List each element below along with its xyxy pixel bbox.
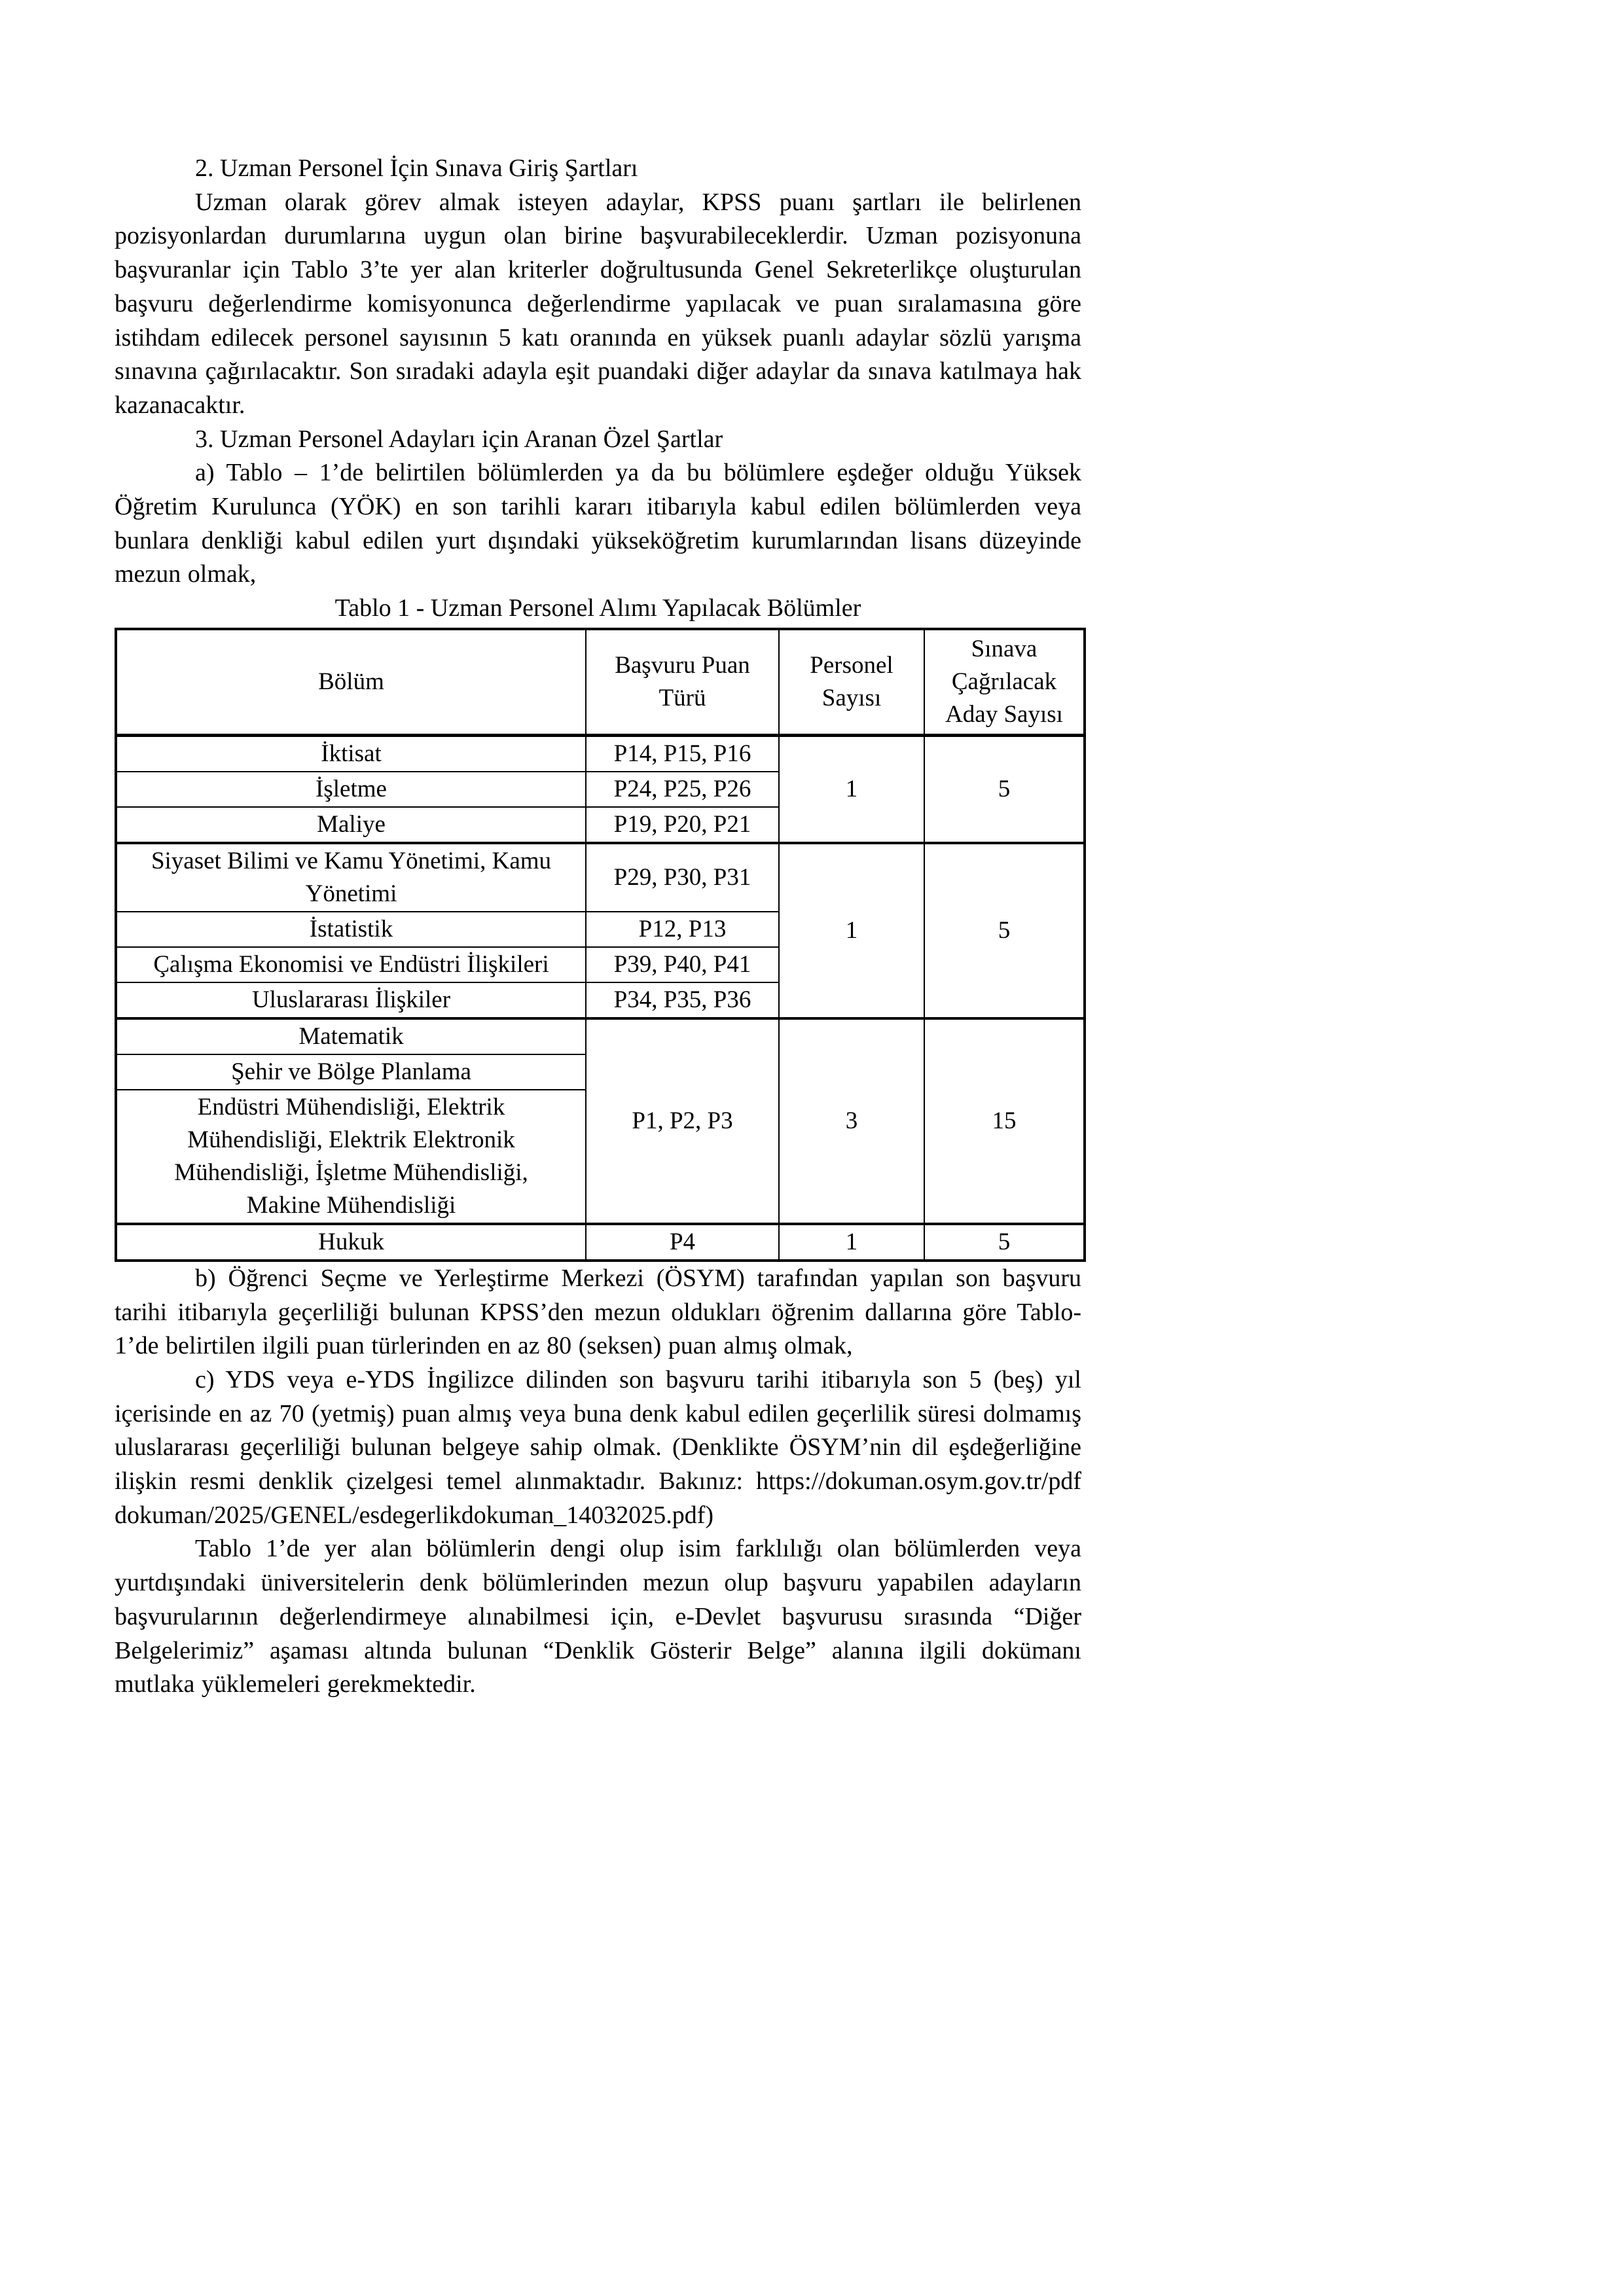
cell-puan-merged: P1, P2, P3 [586, 1018, 779, 1224]
cell-puan: P12, P13 [586, 912, 779, 947]
column-header-personel: Personel Sayısı [779, 629, 924, 736]
section-2-paragraph: Uzman olarak görev almak isteyen adaylar, KPSS puanı şartları ile belirlenen pozisyonlardan durumlarına uygun olan birine başvurabileceklerdir. Uzman pozisyonuna başvuranlar için Tablo 3’te yer alan kriterler doğrultusunda Genel Sekreterlikçe oluşturulan başvuru değerlendirme komisyonunca değerlendirme yapılacak ve puan sıralamasına göre istihdam edilecek personel sayısının 5 katı oranında en yüksek puanlı adaylar sözlü yarışma sınavına çağırılacaktır. Son sıradaki adayla eşit puandaki diğer adaylar da sınava katılmaya hak kazanacaktır. [115, 188, 1081, 419]
column-header-bolum: Bölüm [116, 629, 586, 736]
cell-personel: 1 [779, 1224, 924, 1261]
cell-puan: P14, P15, P16 [586, 735, 779, 772]
section-3-closing-paragraph: Tablo 1’de yer alan bölümlerin dengi olup isim farklılığı olan bölümlerden veya yurtdışındaki üniversitelerin denk bölümlerinden mezun olup başvuru yapabilen adayların başvurularının değerlendirmeye alınabilmesi için, e-Devlet başvurusu sırasında “Diğer Belgelerimiz” aşaması altında bulunan “Denklik Gösterir Belge” alanına ilgili dokümanı mutlaka yüklemeleri gerekmektedir. [115, 1535, 1081, 1698]
cell-bolum: Şehir ve Bölge Planlama [116, 1054, 586, 1090]
cell-bolum: Maliye [116, 807, 586, 843]
cell-bolum: Endüstri Mühendisliği, Elektrik Mühendisliği, Elektrik Elektronik Mühendisliği, İşletme Mühendisliği, Makine Mühendisliği [116, 1090, 586, 1224]
cell-bolum: İstatistik [116, 912, 586, 947]
section-3-heading: 3. Uzman Personel Adayları için Aranan Özel Şartlar [195, 425, 723, 453]
cell-bolum: Hukuk [116, 1224, 586, 1261]
cell-aday-merged: 5 [924, 843, 1085, 1018]
cell-bolum: Uluslararası İlişkiler [116, 982, 586, 1018]
document-content [115, 152, 1081, 1702]
cell-puan: P29, P30, P31 [586, 843, 779, 912]
cell-puan: P39, P40, P41 [586, 947, 779, 982]
cell-puan: P4 [586, 1224, 779, 1261]
table-1-uzman-personel-bolumler [115, 628, 1086, 1262]
column-header-puan: Başvuru Puan Türü [586, 629, 779, 736]
column-header-aday: Sınava Çağrılacak Aday Sayısı [924, 629, 1085, 736]
section-3-item-a: a) Tablo – 1’de belirtilen bölümlerden ya da bu bölümlere eşdeğer olduğu Yüksek Öğretim Kurulunca (YÖK) en son tarihli kararı itibarıyla kabul edilen bölümlerden veya bunlara denkliği kabul edilen yurt dışındaki yükseköğretim kurumlarından lisans düzeyinde mezun olmak, [115, 459, 1081, 588]
cell-bolum: İktisat [116, 735, 586, 772]
cell-personel-merged: 1 [779, 843, 924, 1018]
table-row-iktisat [116, 735, 1085, 772]
section-3-item-c: c) YDS veya e-YDS İngilizce dilinden son başvuru tarihi itibarıyla son 5 (beş) yıl içerisinde en az 70 (yetmiş) puan almış veya buna denk kabul edilen geçerlilik süresi dolmamış uluslararası geçerliliği bulunan belgeye sahip olmak. (Denklikte ÖSYM’nin dil eşdeğerliğine ilişkin resmi denklik çizelgesi temel alınmaktadır. Bakınız: https://dokuman.osym.gov.tr/pdf dokuman/2025/GENEL/esdegerlikdokuman_14032025.pdf) [115, 1365, 1081, 1529]
cell-bolum: Çalışma Ekonomisi ve Endüstri İlişkileri [116, 947, 586, 982]
cell-bolum: Matematik [116, 1018, 586, 1054]
section-2-heading: 2. Uzman Personel İçin Sınava Giriş Şartları [195, 154, 638, 182]
cell-bolum: Siyaset Bilimi ve Kamu Yönetimi, Kamu Yönetimi [116, 843, 586, 912]
cell-puan: P24, P25, P26 [586, 772, 779, 807]
table-row-matematik [116, 1018, 1085, 1054]
cell-aday: 5 [924, 1224, 1085, 1261]
cell-aday-merged: 15 [924, 1018, 1085, 1224]
cell-puan: P19, P20, P21 [586, 807, 779, 843]
table-1-caption: Tablo 1 - Uzman Personel Alımı Yapılacak Bölümler [334, 594, 861, 622]
cell-bolum: İşletme [116, 772, 586, 807]
section-3-item-b: b) Öğrenci Seçme ve Yerleştirme Merkezi (ÖSYM) tarafından yapılan son başvuru tarihi itibarıyla geçerliliği bulunan KPSS’den mezun oldukları öğrenim dallarına göre Tablo-1’de belirtilen ilgili puan türlerinden en az 80 (seksen) puan almış olmak, [115, 1264, 1081, 1360]
cell-personel-merged: 3 [779, 1018, 924, 1224]
table-header-row [116, 629, 1085, 736]
cell-personel-merged: 1 [779, 735, 924, 843]
cell-puan: P34, P35, P36 [586, 982, 779, 1018]
table-row-siyaset-bilimi [116, 843, 1085, 912]
table-row-hukuk [116, 1224, 1085, 1261]
cell-aday-merged: 5 [924, 735, 1085, 843]
